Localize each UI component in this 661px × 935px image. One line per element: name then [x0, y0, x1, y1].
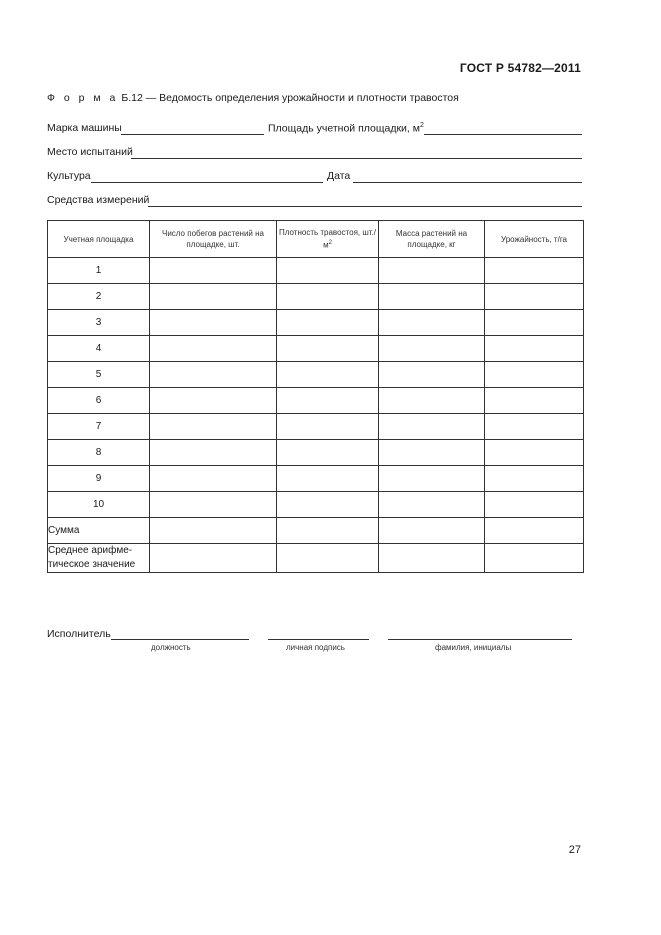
table-row	[48, 440, 584, 466]
plot-number: 8	[48, 440, 150, 466]
cell-density[interactable]	[277, 388, 379, 414]
header-density-text: Плотность травостоя, шт./м	[279, 228, 376, 250]
name-caption: фамилия, инициалы	[435, 643, 512, 652]
mean-label-line2: тическое значение	[48, 559, 136, 570]
cell-mass[interactable]	[379, 284, 485, 310]
sum-label: Сумма	[48, 518, 150, 544]
test-site-label: Место испытаний	[47, 146, 133, 158]
cell-yield[interactable]	[485, 414, 584, 440]
cell-yield[interactable]	[485, 388, 584, 414]
mean-label	[48, 544, 150, 573]
cell-shoots[interactable]	[150, 492, 277, 518]
cell-yield[interactable]	[485, 310, 584, 336]
cell-mass[interactable]	[379, 258, 485, 284]
cell-shoots[interactable]	[150, 544, 277, 573]
plot-number: 5	[48, 362, 150, 388]
cell-yield[interactable]	[485, 362, 584, 388]
form-title	[47, 92, 459, 104]
cell-yield[interactable]	[485, 258, 584, 284]
table-row	[48, 310, 584, 336]
plot-area-field[interactable]	[424, 134, 582, 135]
crop-field[interactable]	[91, 182, 323, 183]
cell-shoots[interactable]	[150, 258, 277, 284]
form-number: Б.12	[121, 92, 143, 104]
cell-yield[interactable]	[485, 518, 584, 544]
header-shoots: Число побегов растений на площадке, шт.	[150, 221, 277, 258]
cell-yield[interactable]	[485, 284, 584, 310]
instruments-field[interactable]	[148, 206, 582, 207]
cell-density[interactable]	[277, 492, 379, 518]
cell-mass[interactable]	[379, 336, 485, 362]
cell-shoots[interactable]	[150, 310, 277, 336]
table-row	[48, 284, 584, 310]
cell-mass[interactable]	[379, 440, 485, 466]
table-row	[48, 414, 584, 440]
cell-mass[interactable]	[379, 388, 485, 414]
cell-density[interactable]	[277, 466, 379, 492]
document-code: ГОСТ Р 54782—2011	[459, 61, 581, 75]
header-density-sup: 2	[328, 240, 332, 247]
cell-density[interactable]	[277, 518, 379, 544]
position-caption: должность	[151, 643, 191, 652]
cell-mass[interactable]	[379, 466, 485, 492]
plot-number: 1	[48, 258, 150, 284]
plot-number: 10	[48, 492, 150, 518]
cell-mass[interactable]	[379, 518, 485, 544]
form-prefix: Ф о р м а	[47, 92, 119, 104]
cell-mass[interactable]	[379, 362, 485, 388]
plot-number: 3	[48, 310, 150, 336]
plot-area-sup: 2	[419, 122, 424, 129]
plot-number: 7	[48, 414, 150, 440]
cell-density[interactable]	[277, 362, 379, 388]
signature-caption: личная подпись	[286, 643, 345, 652]
crop-label: Культура	[47, 170, 91, 182]
plot-area-label-text: Площадь учетной площадки, м	[268, 122, 420, 135]
header-mass: Масса растений на площадке, кг	[379, 221, 485, 258]
plot-number: 9	[48, 466, 150, 492]
cell-mass[interactable]	[379, 414, 485, 440]
cell-density[interactable]	[277, 336, 379, 362]
header-density	[277, 221, 379, 258]
plot-number: 4	[48, 336, 150, 362]
table-row	[48, 336, 584, 362]
cell-density[interactable]	[277, 544, 379, 573]
cell-shoots[interactable]	[150, 336, 277, 362]
cell-density[interactable]	[277, 284, 379, 310]
cell-mass[interactable]	[379, 492, 485, 518]
date-field[interactable]	[353, 182, 582, 183]
cell-shoots[interactable]	[150, 362, 277, 388]
cell-density[interactable]	[277, 258, 379, 284]
mean-row	[48, 544, 584, 573]
executor-label: Исполнитель	[47, 628, 111, 640]
table-row	[48, 258, 584, 284]
cell-density[interactable]	[277, 440, 379, 466]
cell-shoots[interactable]	[150, 414, 277, 440]
cell-yield[interactable]	[485, 440, 584, 466]
plot-number: 2	[48, 284, 150, 310]
cell-shoots[interactable]	[150, 388, 277, 414]
machine-brand-field[interactable]	[121, 134, 264, 135]
cell-shoots[interactable]	[150, 466, 277, 492]
header-yield: Урожайность, т/га	[485, 221, 584, 258]
cell-density[interactable]	[277, 414, 379, 440]
cell-yield[interactable]	[485, 466, 584, 492]
cell-yield[interactable]	[485, 492, 584, 518]
table-row	[48, 362, 584, 388]
cell-density[interactable]	[277, 310, 379, 336]
mean-label-line1: Среднее арифме-	[48, 545, 133, 556]
date-label: Дата	[327, 170, 351, 182]
measurement-table	[47, 220, 584, 573]
plot-area-label	[268, 122, 424, 135]
cell-mass[interactable]	[379, 544, 485, 573]
test-site-field[interactable]	[131, 158, 582, 159]
instruments-label: Средства измерений	[47, 194, 150, 206]
cell-shoots[interactable]	[150, 518, 277, 544]
sum-row	[48, 518, 584, 544]
plot-number: 6	[48, 388, 150, 414]
name-field[interactable]	[388, 639, 572, 640]
table-row	[48, 492, 584, 518]
cell-shoots[interactable]	[150, 284, 277, 310]
cell-yield[interactable]	[485, 336, 584, 362]
cell-shoots[interactable]	[150, 440, 277, 466]
position-field[interactable]	[111, 639, 249, 640]
page-number: 27	[568, 844, 581, 856]
signature-field[interactable]	[268, 639, 369, 640]
cell-mass[interactable]	[379, 310, 485, 336]
table-row	[48, 466, 584, 492]
form-title-text: — Ведомость определения урожайности и плотности травостоя	[145, 92, 459, 104]
cell-yield[interactable]	[485, 544, 584, 573]
machine-brand-label: Марка машины	[47, 122, 122, 134]
table-header-row	[48, 221, 584, 258]
table-row	[48, 388, 584, 414]
header-plot: Учетная площадка	[48, 221, 150, 258]
